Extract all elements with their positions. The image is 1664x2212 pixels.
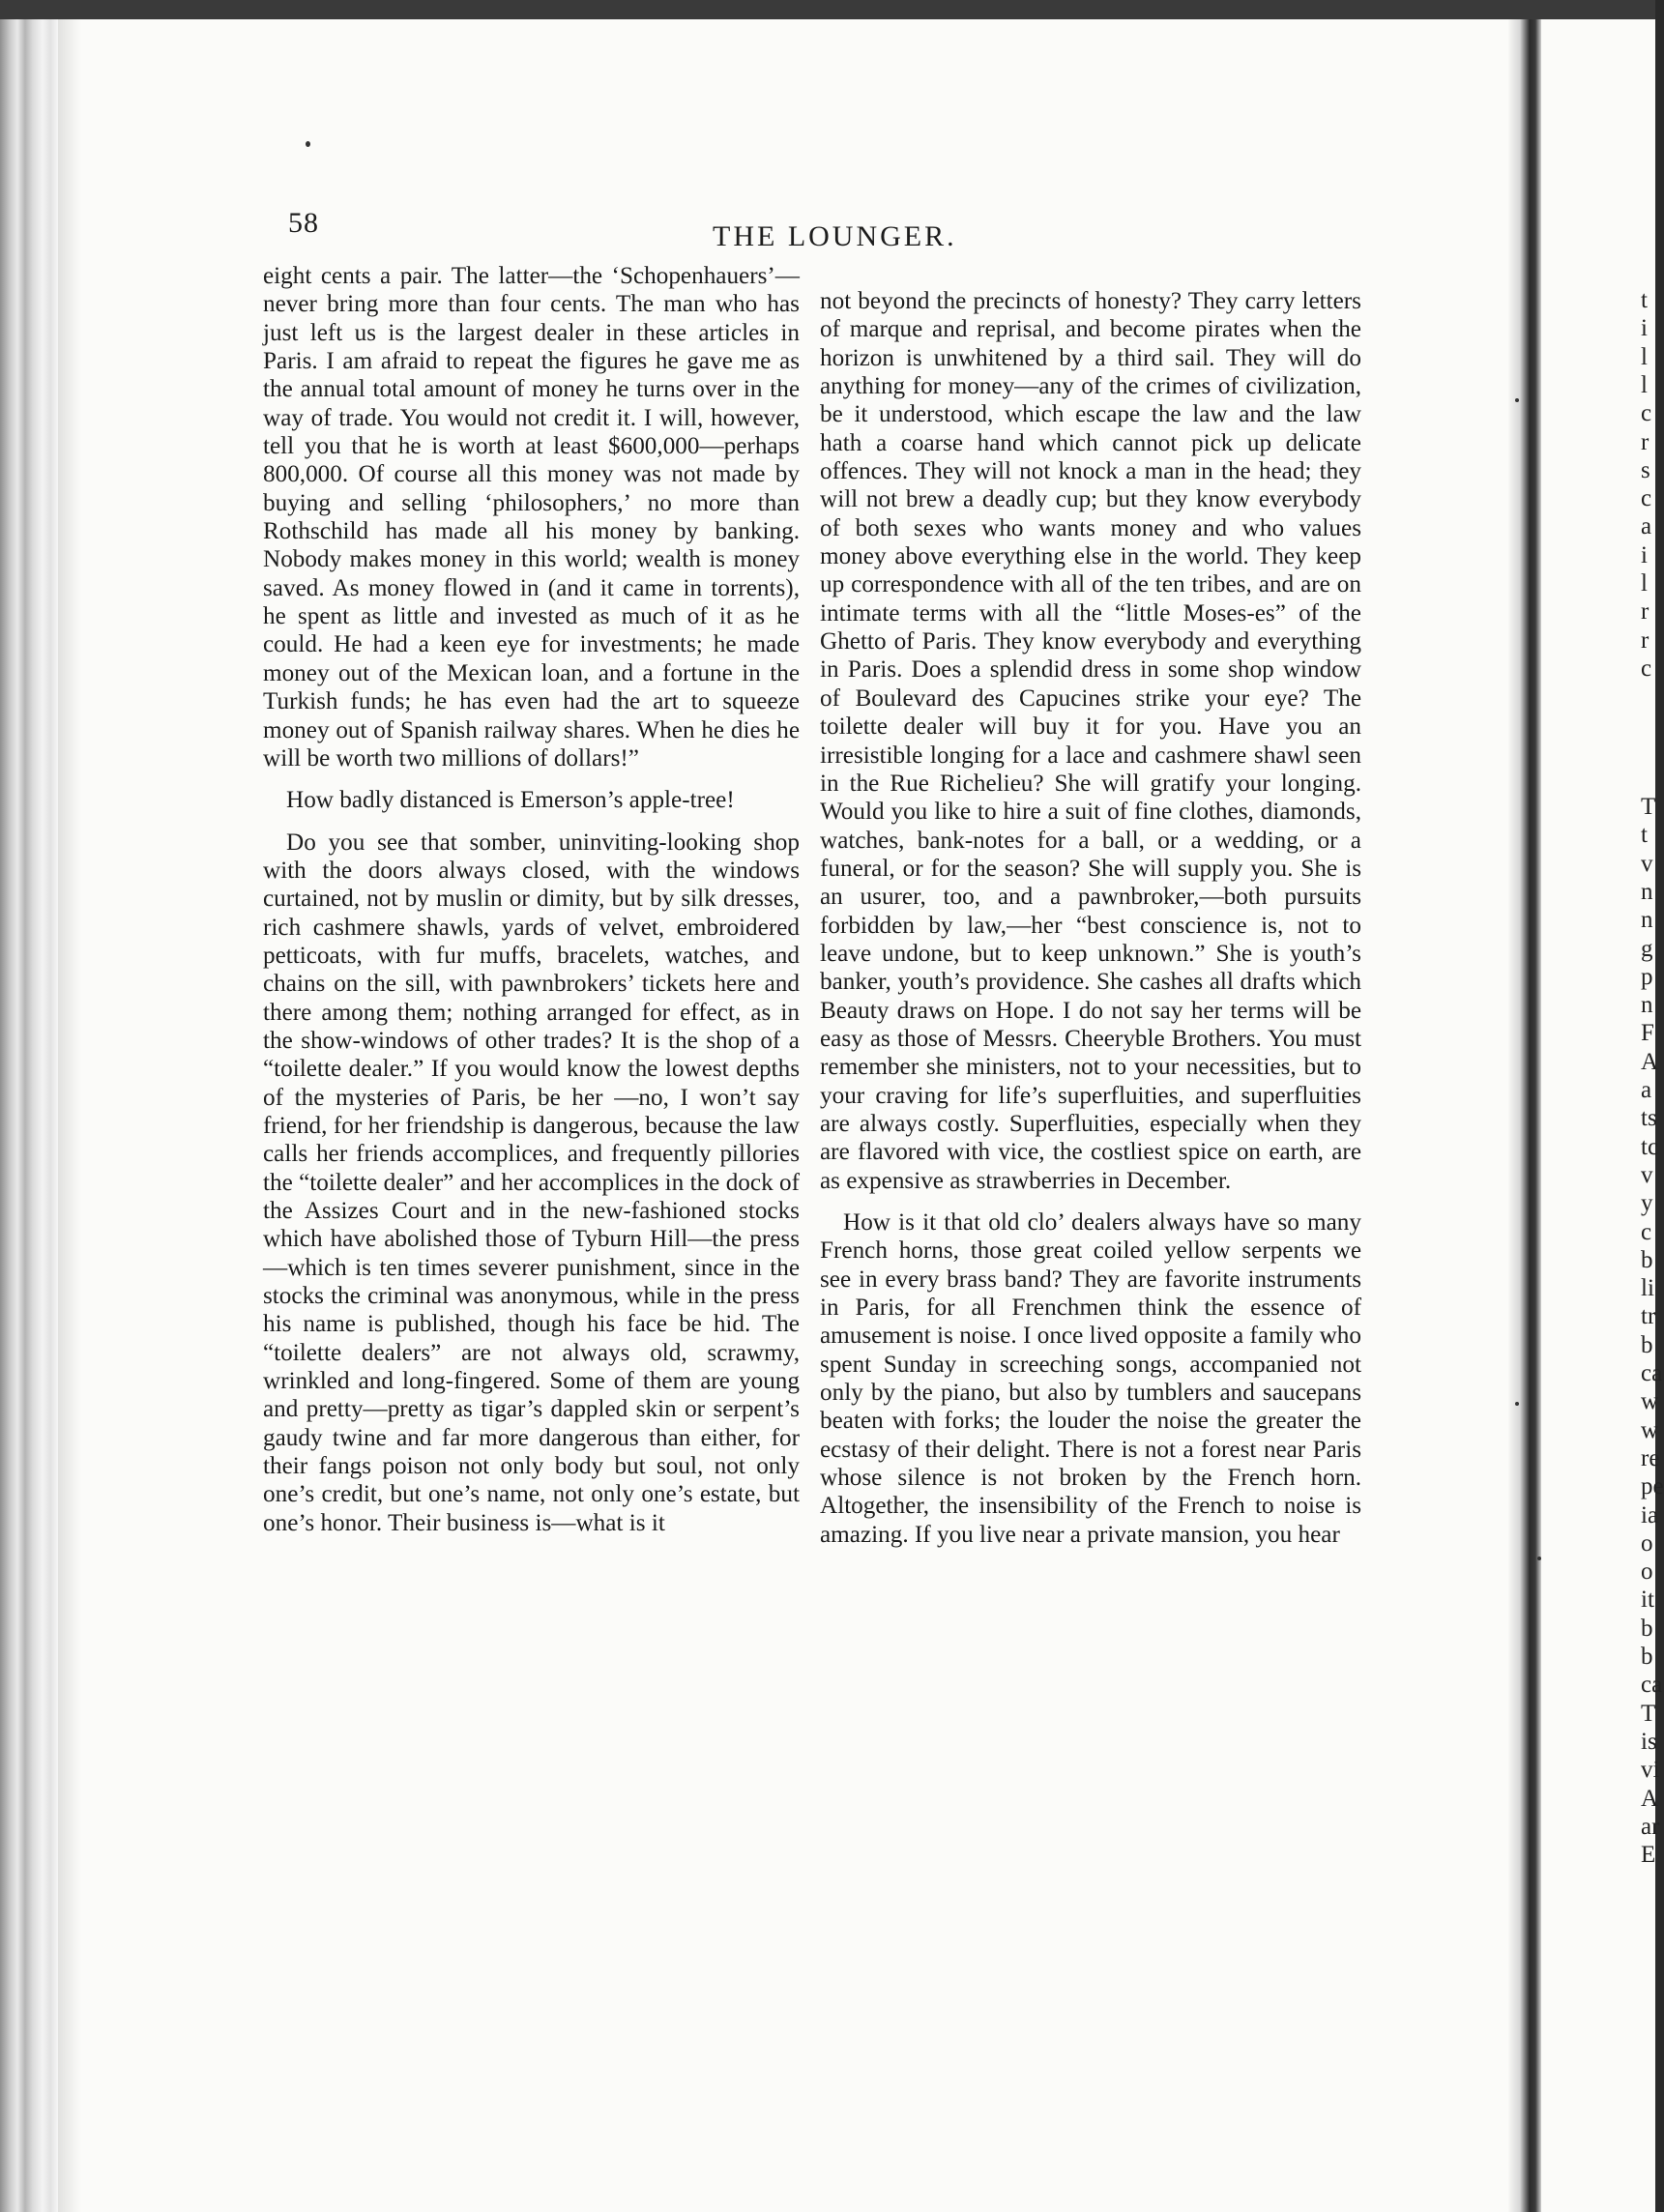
adjacent-page-letter: ia <box>1641 1501 1659 1528</box>
adjacent-page-letter: A <box>1641 1785 1659 1812</box>
adjacent-page-letter: s <box>1641 456 1650 483</box>
adjacent-page-letter: E <box>1641 1842 1656 1869</box>
ink-speck <box>1515 1402 1519 1406</box>
adjacent-page-letter: r <box>1641 428 1649 455</box>
adjacent-page-letter: p <box>1641 963 1653 990</box>
adjacent-page-letter: ar <box>1641 1813 1660 1840</box>
page-gutter <box>1508 19 1541 2212</box>
adjacent-page-letter: i <box>1641 315 1648 342</box>
adjacent-page <box>1541 19 1655 2212</box>
adjacent-page-letter: it <box>1641 1586 1654 1614</box>
adjacent-page-letter: r <box>1641 598 1649 626</box>
paragraph: not beyond the precincts of honesty? They carry letters of marque and reprisal, and become pirates when the horizon is unwhitened by a third sail. They will do anything for money—any of the crimes of civilization, be it understood, which escape the law and the law hath a coarse hand which cannot pick up delicate offences. They will not knock a man in the head; they will not brew a deadly cup; but they know everybody of both sexes who wants money and who values money above everything else in the world. They keep up correspondence with all of the ten tribes, and are on intimate terms with all the “little Moses-es” of the Ghetto of Paris. They know everybody and everything in Paris. Does a splendid dress in some shop window of Boulevard des Capucines strike your eye? The toilette dealer will buy it for you. Have you an irresistible longing for a lace and cashmere shawl seen in the Rue Richelieu? She will gratify your longing. Would you like to hire a suit of fine clothes, diamonds, watches, bank-notes for a ball, or a wedding, or a funeral, or for the season? She will supply you. She is an usurer, too, and a pawnbroker,—both pursuits forbidden by law,—her “best conscience is, not to leave undone, but to keep unknown.” She is youth’s banker, youth’s providence. She cashes all drafts which Beauty draws on Hope. I do not say her terms will be easy as those of Messrs. Cheeryble Brothers. You must remember she ministers, not to your necessities, but to your craving for life’s superfluities, and superfluities are always costly. Superfluities, especially when they are flavored with vice, the costliest spice on earth, are as expensive as strawberries in December. <box>820 288 1361 1194</box>
ink-speck <box>1537 1557 1541 1560</box>
adjacent-page-letter: o <box>1641 1529 1653 1557</box>
adjacent-page-letter: tc <box>1641 1133 1659 1160</box>
adjacent-page-letter: a <box>1641 1077 1652 1103</box>
adjacent-page-letter: is <box>1641 1728 1657 1755</box>
ink-speck <box>306 141 310 147</box>
paragraph: How badly distanced is Emerson’s apple-tree! <box>286 787 735 814</box>
adjacent-page-letter: l <box>1641 371 1648 398</box>
adjacent-page-letter: F <box>1641 1020 1654 1047</box>
adjacent-page-letter: n <box>1641 878 1653 905</box>
running-head: THE LOUNGER. <box>713 220 957 252</box>
adjacent-page-letter: w <box>1641 1388 1659 1415</box>
adjacent-page-letter: re <box>1641 1444 1660 1471</box>
adjacent-page-letter: r <box>1641 626 1649 654</box>
adjacent-page-letter: c <box>1641 400 1652 427</box>
book-spine-edge <box>0 19 60 2212</box>
adjacent-page-letter: pe <box>1641 1473 1664 1500</box>
paragraph: eight cents a pair. The latter—the ‘Schopenhauers’—never bring more than four cents. The man who has just left us is the largest dealer in these articles in Paris. I am afraid to repeat the figures he gave me as the annual total amount of money he turns over in the way of trade. You would not credit it. I will, however, tell you that he is worth at least $600,000—perhaps 800,000. Of course all this money was not made by buying and selling ‘philosophers,’ no more than Rothschild has made all his money by banking. Nobody makes money in this world; wealth is money saved. As money flowed in (and it came in torrents), he spent as little and invested as much of it as he could. He had a keen eye for investments; he made money out of the Mexican loan, and a fortune in the Turkish funds; he has even had the art to squeeze money out of Spanish railway shares. When he dies he will be worth two millions of dollars!” <box>263 263 800 771</box>
right-text-column <box>820 287 1361 1549</box>
adjacent-page-letter: c <box>1641 1218 1652 1245</box>
adjacent-page-letter: b <box>1641 1331 1653 1358</box>
adjacent-page-letter: t <box>1641 822 1648 849</box>
paragraph: How is it that old clo’ dealers always have so many French horns, those great coiled yellow serpents we see in every brass band? They are favorite instruments in Paris, for all Frenchmen think the essence of amusement is noise. I once lived opposite a family who spent Sunday in screeching songs, accompanied not only by the piano, but also by tumblers and saucepans beaten with forks; the louder the noise the greater the ecstasy of their delight. There is not a forest near Paris whose silence is not broken by the French horn. Altogether, the insensibility of the French to noise is amazing. If you live near a private mansion, you hear <box>820 1209 1361 1548</box>
page-shadow <box>58 19 81 2212</box>
adjacent-page-letter: ca <box>1641 1672 1663 1699</box>
adjacent-page-letter: c <box>1641 485 1652 512</box>
adjacent-page-letter: b <box>1641 1644 1653 1670</box>
adjacent-page-letter: i <box>1641 541 1648 568</box>
adjacent-page-letter: tr <box>1641 1303 1656 1330</box>
adjacent-page-letter: o <box>1641 1558 1653 1586</box>
paragraph: Do you see that somber, uninviting-looking shop with the doors always closed, with the windows curtained, not by muslin or dimity, but by silk dresses, rich cashmere shawls, yards of velvet, embroidered petticoats, with fur muffs, bracelets, watches, and chains on the sill, with pawnbrokers’ tickets here and there among them; nothing arranged for effect, as in the show-windows of other trades? It is the shop of a “toilette dealer.” If you would know the lowest depths of the mysteries of Paris, be her —no, I won’t say friend, for her friendship is dangerous, because the law calls her friends accomplices, and frequently pillories the “toilette dealer” and her accomplices in the dock of the Assizes Court and in the new-fashioned stocks which have abolished those of Tyburn Hill—the press—which is ten times severer punishment, since in the stocks the criminal was anonymous, while in the press his name is published, though his face be hid. The “toilette dealers” are not always old, scrawmy, wrinkled and long-fingered. Some of them are young and pretty—pretty as tigar’s dappled skin or serpent’s gaudy twine and far more dangerous than either, for their fangs poison not only body but soul, not only one’s credit, but one’s name, not only one’s estate, but one’s honor. Their business is—what is it <box>263 829 800 1536</box>
page-number: 58 <box>288 207 319 239</box>
adjacent-page-letter: g <box>1641 935 1653 962</box>
adjacent-page-letter: n <box>1641 992 1653 1019</box>
adjacent-page-letter: ca <box>1641 1360 1663 1386</box>
adjacent-page-letter: w <box>1641 1416 1659 1443</box>
adjacent-page-letter: n <box>1641 907 1653 934</box>
adjacent-page-letter: T <box>1641 1700 1656 1727</box>
adjacent-page-letter: c <box>1641 655 1652 682</box>
adjacent-page-letter: v <box>1641 850 1653 877</box>
adjacent-page-letter: b <box>1641 1246 1653 1273</box>
adjacent-page-letter: l <box>1641 570 1648 597</box>
left-text-column <box>263 262 800 1537</box>
adjacent-page-letter: a <box>1641 513 1652 540</box>
adjacent-page-letter: l <box>1641 343 1648 370</box>
adjacent-page-letter: b <box>1641 1615 1653 1642</box>
adjacent-page-letter: vi <box>1641 1757 1660 1784</box>
adjacent-page-letter: y <box>1641 1190 1653 1217</box>
adjacent-page-letter: T <box>1641 794 1656 820</box>
adjacent-page-letter: t <box>1641 287 1648 313</box>
adjacent-page-letter: v <box>1641 1161 1653 1188</box>
ink-speck <box>1515 398 1519 402</box>
adjacent-page-letter: A <box>1641 1048 1659 1075</box>
adjacent-page-letter: ts <box>1641 1105 1657 1132</box>
adjacent-page-letter: li <box>1641 1275 1654 1302</box>
